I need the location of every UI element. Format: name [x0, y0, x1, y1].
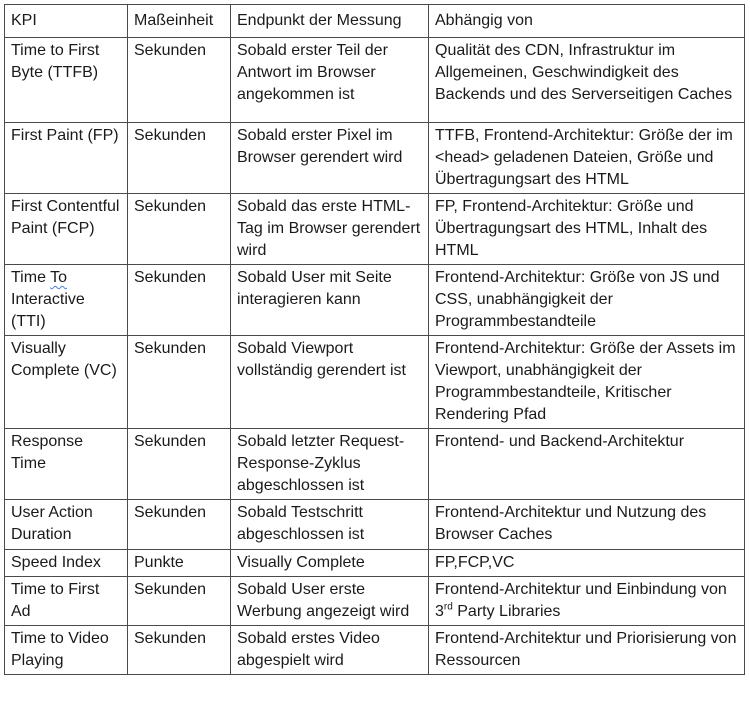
cell-kpi-part: Interactive (TTI)	[11, 291, 85, 330]
cell-kpi: Speed Index	[5, 550, 128, 577]
cell-kpi: Visually Complete (VC)	[5, 336, 128, 429]
cell-kpi: Time to First Ad	[5, 577, 128, 626]
cell-kpi-part: Time	[11, 269, 51, 286]
header-unit: Maßeinheit	[128, 5, 231, 38]
cell-depends-part: Frontend-Architektur und Einbindung von 3	[435, 581, 727, 620]
cell-endpoint: Sobald erster Teil der Antwort im Browser angekommen ist	[231, 38, 429, 123]
table-row	[5, 550, 745, 577]
cell-unit: Sekunden	[128, 429, 231, 500]
cell-unit: Sekunden	[128, 626, 231, 675]
cell-depends-part: Party Libraries	[452, 603, 561, 620]
cell-unit: Sekunden	[128, 336, 231, 429]
cell-kpi: First Contentful Paint (FCP)	[5, 194, 128, 265]
cell-unit: Punkte	[128, 550, 231, 577]
cell-kpi: User Action Duration	[5, 500, 128, 550]
cell-depends: Frontend-Architektur: Größe der Assets im Viewport, unabhängigkeit der Programmbestandteile, Kritischer Rendering Pfad	[429, 336, 745, 429]
cell-endpoint: Sobald erstes Video abgespielt wird	[231, 626, 429, 675]
table-header-row	[5, 5, 745, 38]
table-row	[5, 429, 745, 500]
table-row	[5, 38, 745, 123]
superscript-suffix: rd	[443, 601, 453, 613]
cell-unit: Sekunden	[128, 38, 231, 123]
table-row	[5, 577, 745, 626]
header-depends: Abhängig von	[429, 5, 745, 38]
cell-kpi: First Paint (FP)	[5, 123, 128, 194]
cell-depends: Frontend-Architektur: Größe von JS und CSS, unabhängigkeit der Programmbestandteile	[429, 265, 745, 336]
cell-depends: Frontend-Architektur und Nutzung des Browser Caches	[429, 500, 745, 550]
cell-depends	[429, 577, 745, 626]
table-row	[5, 626, 745, 675]
spellcheck-underlined-word: To	[50, 269, 68, 286]
cell-endpoint: Sobald das erste HTML-Tag im Browser gerendert wird	[231, 194, 429, 265]
cell-kpi: Time to First Byte (TTFB)	[5, 38, 128, 123]
cell-depends: FP,FCP,VC	[429, 550, 745, 577]
cell-endpoint: Sobald letzter Request-Response-Zyklus abgeschlossen ist	[231, 429, 429, 500]
cell-depends: Frontend- und Backend-Architektur	[429, 429, 745, 500]
cell-depends: TTFB, Frontend-Architektur: Größe der im <head> geladenen Dateien, Größe und Übertragungsart des HTML	[429, 123, 745, 194]
cell-endpoint: Sobald User erste Werbung angezeigt wird	[231, 577, 429, 626]
cell-kpi: Response Time	[5, 429, 128, 500]
cell-endpoint: Sobald erster Pixel im Browser gerendert wird	[231, 123, 429, 194]
header-endpoint: Endpunkt der Messung	[231, 5, 429, 38]
cell-endpoint: Sobald User mit Seite interagieren kann	[231, 265, 429, 336]
cell-unit: Sekunden	[128, 500, 231, 550]
cell-unit: Sekunden	[128, 577, 231, 626]
table-row	[5, 123, 745, 194]
cell-depends: FP, Frontend-Architektur: Größe und Übertragungsart des HTML, Inhalt des HTML	[429, 194, 745, 265]
header-kpi: KPI	[5, 5, 128, 38]
cell-unit: Sekunden	[128, 123, 231, 194]
cell-kpi: Time to Video Playing	[5, 626, 128, 675]
table-row	[5, 336, 745, 429]
table-row	[5, 194, 745, 265]
cell-endpoint: Sobald Viewport vollständig gerendert ist	[231, 336, 429, 429]
cell-unit: Sekunden	[128, 194, 231, 265]
cell-endpoint: Visually Complete	[231, 550, 429, 577]
cell-depends: Frontend-Architektur und Priorisierung von Ressourcen	[429, 626, 745, 675]
cell-depends: Qualität des CDN, Infrastruktur im Allgemeinen, Geschwindigkeit des Backends und des Serverseitigen Caches	[429, 38, 745, 123]
cell-endpoint: Sobald Testschritt abgeschlossen ist	[231, 500, 429, 550]
kpi-table	[4, 4, 745, 675]
cell-unit: Sekunden	[128, 265, 231, 336]
table-row	[5, 265, 745, 336]
table-row	[5, 500, 745, 550]
cell-kpi	[5, 265, 128, 336]
